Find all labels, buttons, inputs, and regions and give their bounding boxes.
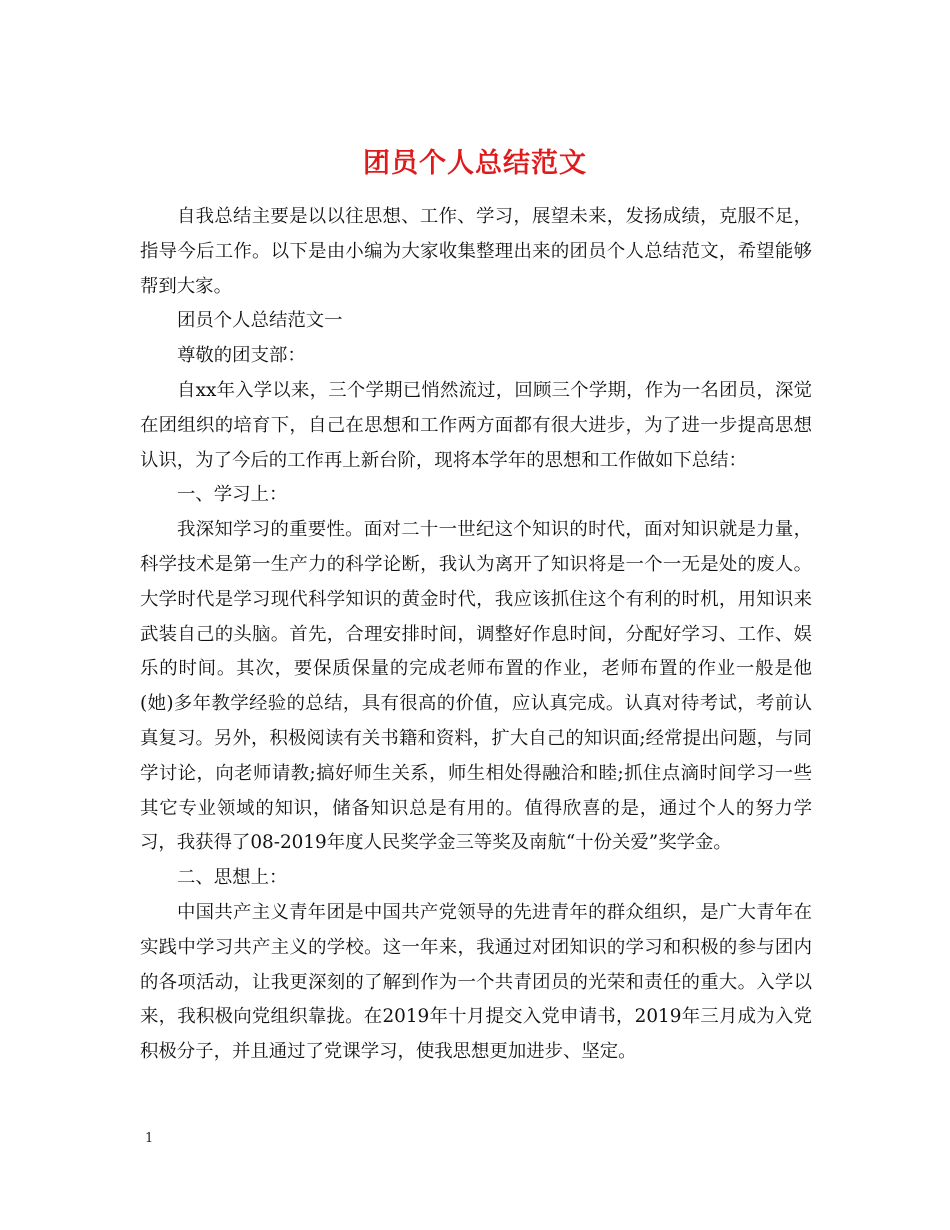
thought-paragraph: 中国共产主义青年团是中国共产党领导的先进青年的群众组织，是广大青年在实践中学习共产主义的学校。这一年来，我通过对团知识的学习和积极的参与团内的各项活动，让我更深刻的了解到作为一个共青团员的光荣和责任的重大。入学以来，我积极向党组织靠拢。在2019年十月提交入党申请书，2019年三月成为入党积极分子，并且通过了党课学习，使我思想更加进步、坚定。	[140, 901, 812, 1063]
salutation: 尊敬的团支部：	[177, 345, 306, 367]
page-number: 1	[145, 1131, 154, 1146]
intro-paragraph: 自我总结主要是以以往思想、工作、学习，展望未来，发扬成绩，克服不足，指导今后工作。以下是由小编为大家收集整理出来的团员个人总结范文，希望能够帮到大家。	[140, 206, 812, 297]
sample-heading: 团员个人总结范文一	[177, 310, 343, 332]
document-title: 团员个人总结范文	[363, 148, 587, 180]
study-paragraph: 我深知学习的重要性。面对二十一世纪这个知识的时代，面对知识就是力量，科学技术是第一生产力的科学论断，我认为离开了知识将是一个一无是处的废人。大学时代是学习现代科学知识的黄金时代，我应该抓住这个有利的时机，用知识来武装自己的头脑。首先，合理安排时间，调整好作息时间，分配好学习、工作、娱乐的时间。其次，要保质保量的完成老师布置的作业，老师布置的作业一般是他(她)多年教学经验的总结，具有很高的价值，应认真完成。认真对待考试，考前认真复习。另外，积极阅读有关书籍和资料，扩大自己的知识面;经常提出问题，与同学讨论，向老师请教;搞好师生关系，师生相处得融洽和睦;抓住点滴时间学习一些其它专业领域的知识，储备知识总是有用的。值得欣喜的是，通过个人的努力学习，我获得了08-2019年度人民奖学金三等奖及南航“十份关爱”奖学金。	[140, 519, 812, 854]
section-heading-thought: 二、思想上：	[177, 867, 288, 889]
document-body	[140, 200, 812, 1070]
opening-paragraph: 自xx年入学以来，三个学期已悄然流过，回顾三个学期，作为一名团员，深觉在团组织的培育下，自己在思想和工作两方面都有很大进步，为了进一步提高思想认识，为了今后的工作再上新台阶，现将本学年的思想和工作做如下总结：	[140, 379, 812, 471]
section-heading-study: 一、学习上：	[177, 484, 288, 506]
